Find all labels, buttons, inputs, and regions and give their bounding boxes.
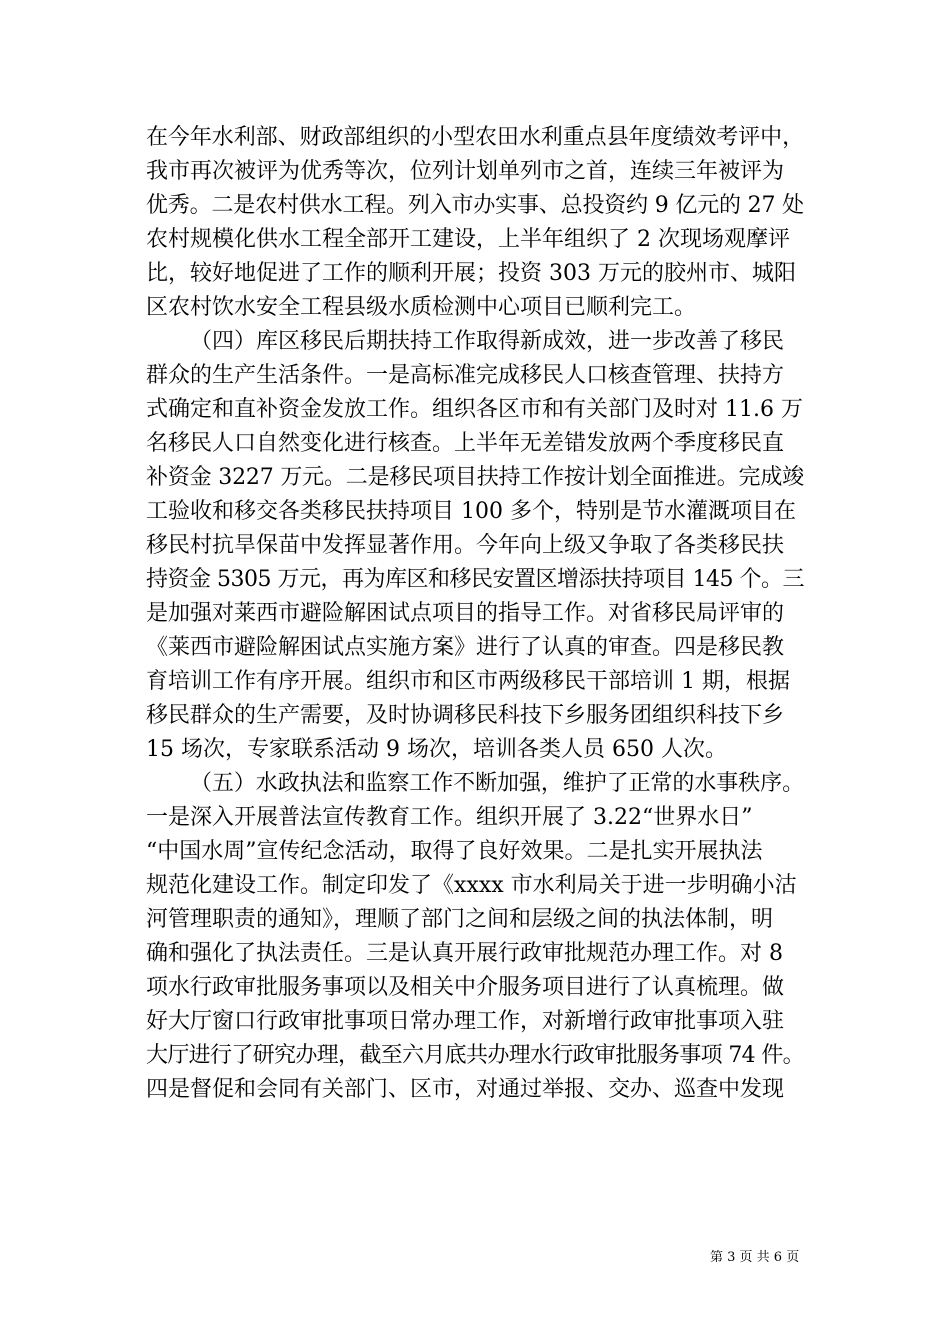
section-heading-line: （五）水政执法和监察工作不断加强，维护了正常的水事秩序。 [190, 771, 805, 796]
section-heading-line: （四）库区移民后期扶持工作取得新成效，进一步改善了移民 [190, 329, 785, 354]
body-line: 在今年水利部、财政部组织的小型农田水利重点县年度绩效考评中， [146, 125, 805, 150]
body-line: 一是深入开展普法宣传教育工作。组织开展了 3.22“世界水日” [146, 805, 753, 830]
body-line: 式确定和直补资金发放工作。组织各区市和有关部门及时对 11.6 万 [146, 397, 803, 422]
body-line: 项水行政审批服务事项以及相关中介服务项目进行了认真梳理。做 [146, 975, 785, 1000]
body-line: 四是督促和会同有关部门、区市，对通过举报、交办、巡查中发现 [146, 1077, 785, 1102]
body-line: 移民村抗旱保苗中发挥显著作用。今年向上级又争取了各类移民扶 [146, 533, 785, 558]
body-line: 大厅进行了研究办理，截至六月底共办理水行政审批服务事项 74 件。 [146, 1043, 804, 1068]
page-number-footer: 第 3 页 共 6 页 [710, 1250, 800, 1265]
body-line: 优秀。二是农村供水工程。列入市办实事、总投资约 9 亿元的 27 处 [146, 193, 804, 218]
body-line: 《莱西市避险解困试点实施方案》进行了认真的审查。四是移民教 [146, 635, 785, 660]
body-line: 确和强化了执法责任。三是认真开展行政审批规范办理工作。对 8 [146, 941, 783, 966]
body-line: “中国水周”宣传纪念活动，取得了良好效果。二是扎实开展执法 [146, 839, 763, 864]
body-line: 名移民人口自然变化进行核查。上半年无差错发放两个季度移民直 [146, 431, 785, 456]
body-line: 工验收和移交各类移民扶持项目 100 多个，特别是节水灌溉项目在 [146, 499, 796, 524]
body-line: 是加强对莱西市避险解困试点项目的指导工作。对省移民局评审的 [146, 601, 785, 626]
body-line: 群众的生产生活条件。一是高标准完成移民人口核查管理、扶持方 [146, 363, 785, 388]
body-line: 区农村饮水安全工程县级水质检测中心项目已顺利完工。 [146, 295, 697, 320]
body-line: 比，较好地促进了工作的顺利开展；投资 303 万元的胶州市、城阳 [146, 261, 796, 286]
body-line: 育培训工作有序开展。组织市和区市两级移民干部培训 1 期，根据 [146, 669, 790, 694]
body-line: 农村规模化供水工程全部开工建设，上半年组织了 2 次现场观摩评 [146, 227, 790, 252]
body-line: 持资金 5305 万元，再为库区和移民安置区增添扶持项目 145 个。三 [146, 567, 804, 592]
body-line: 规范化建设工作。制定印发了《xxxx 市水利局关于进一步明确小沽 [146, 873, 797, 898]
body-line: 移民群众的生产需要，及时协调移民科技下乡服务团组织科技下乡 [146, 703, 785, 728]
body-line: 15 场次，专家联系活动 9 场次，培训各类人员 650 人次。 [146, 737, 727, 762]
body-line: 好大厅窗口行政审批事项日常办理工作，对新增行政审批事项入驻 [146, 1009, 785, 1034]
body-line: 补资金 3227 万元。二是移民项目扶持工作按计划全面推进。完成竣 [146, 465, 804, 490]
body-line: 我市再次被评为优秀等次，位列计划单列市之首，连续三年被评为 [146, 159, 785, 184]
body-line: 河管理职责的通知》，理顺了部门之间和层级之间的执法体制，明 [146, 907, 774, 932]
